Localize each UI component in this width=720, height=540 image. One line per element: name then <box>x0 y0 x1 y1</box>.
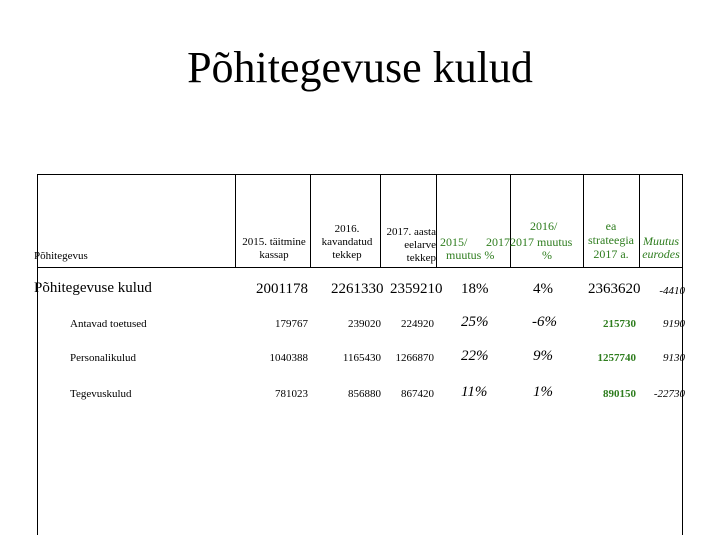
cell-2017: 1266870 <box>395 352 434 364</box>
header-divider <box>37 267 683 268</box>
cell-2016: 2261330 <box>331 281 384 297</box>
cell-pct-15-17: 11% <box>461 384 488 400</box>
cell-2015: 1040388 <box>269 352 308 364</box>
header-pohitegevus: Põhitegevus <box>34 250 88 262</box>
cell-2016: 239020 <box>348 318 381 330</box>
column-divider <box>510 174 511 267</box>
header-2017: 2017 <box>486 235 510 249</box>
row-label: Tegevuskulud <box>70 388 132 400</box>
cell-2017: 224920 <box>401 318 434 330</box>
cell-2016: 856880 <box>348 388 381 400</box>
header-2016: 2016. kavandatud tekkep <box>321 223 373 261</box>
cell-pct-16-17: 9% <box>533 348 553 364</box>
cell-strateegia: 890150 <box>603 388 636 400</box>
header-2017-muutus: 2017 muutus <box>510 235 573 249</box>
cell-pct-16-17: 4% <box>533 281 553 297</box>
header-pct: % <box>542 248 552 262</box>
header-2017: 2017. aasta eelarve tekkep <box>386 226 436 264</box>
header-muutus-eurodes: Muutus eurodes <box>642 234 680 261</box>
cell-strateegia: 215730 <box>603 318 636 330</box>
cell-pct-16-17: -6% <box>532 314 557 330</box>
cell-strateegia: 2363620 <box>588 281 641 297</box>
cell-strateegia: 1257740 <box>597 352 636 364</box>
cell-diff: -22730 <box>653 388 685 400</box>
header-2015-muutus-year: 2015/ <box>440 235 468 249</box>
cell-pct-15-17: 25% <box>461 314 489 330</box>
cell-diff: -4410 <box>659 285 685 297</box>
cell-2015: 179767 <box>275 318 308 330</box>
header-2016: 2016/ <box>530 219 558 233</box>
cell-diff: 9130 <box>663 352 685 364</box>
header-2015: 2015. täitmine kassap <box>242 236 306 261</box>
cell-pct-16-17: 1% <box>533 384 553 400</box>
row-label: Personalikulud <box>70 352 136 364</box>
cell-diff: 9190 <box>663 318 685 330</box>
header-strateegia: ea strateegia 2017 a. <box>588 219 634 261</box>
row-label: Antavad toetused <box>70 318 147 330</box>
cell-pct-15-17: 18% <box>461 281 489 297</box>
cell-2017: 867420 <box>401 388 434 400</box>
cell-pct-15-17: 22% <box>461 348 489 364</box>
cell-2015: 781023 <box>275 388 308 400</box>
row-label: Põhitegevuse kulud <box>34 280 152 296</box>
cell-2017: 2359210 <box>390 281 443 297</box>
cell-2016: 1165430 <box>342 352 381 364</box>
cell-2015: 2001178 <box>256 281 308 297</box>
page-title: Põhitegevuse kulud <box>187 43 533 92</box>
header-muutus-pct: muutus % <box>446 248 495 262</box>
column-divider <box>436 174 437 267</box>
